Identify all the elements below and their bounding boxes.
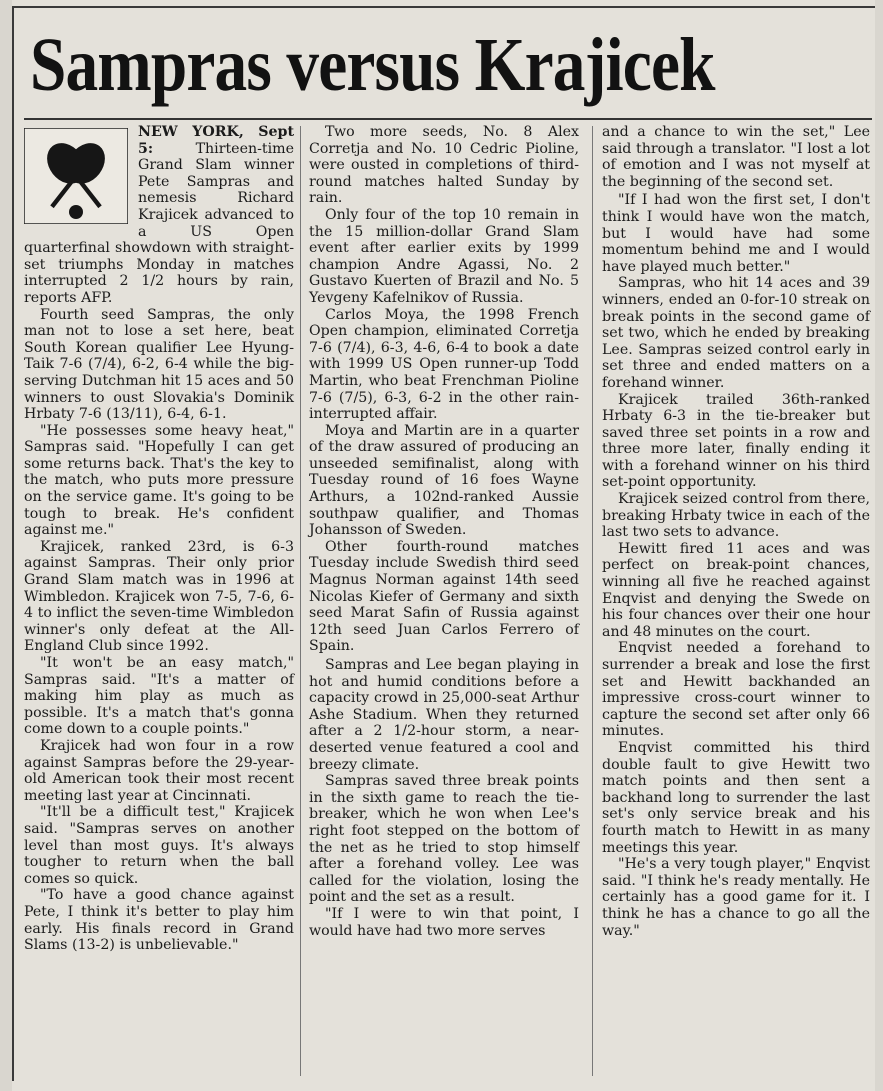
paragraph: Sampras and Lee began playing in hot and humid conditions before a capacity crowd in 25,000-seat Arthur Ashe Stadium. When they returned after a 2 1/2-hour storm, a near-deserted venue featured a cool and breezy climate. — [309, 657, 579, 773]
paragraph: Enqvist needed a forehand to surrender a break and lose the first set and Hewitt backhanded an impressive cross-court winner to capture the second set after only 66 minutes. — [602, 640, 870, 740]
paragraph: "It'll be a difficult test," Krajicek said. "Sampras serves on another level than most guys. It's always tougher to return when the ball comes so quick. — [24, 804, 294, 887]
paragraph: Carlos Moya, the 1998 French Open champion, eliminated Corretja 7-6 (7/4), 6-3, 4-6, 6-4 to book a date with 1999 US Open runner-up Todd Martin, who beat Frenchman Pioline 7-6 (7/5), 6-3, 6-2 in the other rain-interrupted affair. — [309, 306, 579, 423]
paragraph: and a chance to win the set," Lee said through a translator. "I lost a lot of emotion and I was not myself at the beginning of the second set. — [602, 124, 870, 190]
paragraph: Two more seeds, No. 8 Alex Corretja and No. 10 Cedric Pioline, were ousted in completions of third-round matches halted Sunday by rain. — [309, 124, 579, 207]
headline: Sampras versus Krajicek — [30, 23, 715, 107]
paragraph: Thirteen-time Grand Slam winner Pete Sampras and nemesis Richard Krajicek advanced to a US Open quarterfinal showdown with straight-set triumphs Monday in matches interrupted 2 1/2 hours by rain, reports AFP. — [24, 140, 294, 306]
headline-rule — [24, 118, 872, 120]
paragraph: Fourth seed Sampras, the only man not to lose a set here, beat South Korean qualifier Lee Hyung-Taik 7-6 (7/4), 6-2, 6-4 while the big-serving Dutchman hit 15 aces and 50 winners to oust Slovakia's Dominik Hrbaty 7-6 (13/11), 6-4, 6-1. — [24, 306, 294, 423]
paragraph: Moya and Martin are in a quarter of the draw assured of producing an unseeded semifinalist, along with Tuesday round of 16 foes Wayne Arthurs, a 102nd-ranked Aussie southpaw qualifier, and Thomas Johansson of Sweden. — [309, 422, 579, 539]
paragraph: Krajicek had won four in a row against Sampras before the 29-year-old American took their most recent meeting last year at Cincinnati. — [24, 737, 294, 804]
top-border-rule — [12, 6, 875, 8]
paragraph: Krajicek, ranked 23rd, is 6-3 against Sampras. Their only prior Grand Slam match was in 1996 at Wimbledon. Krajicek won 7-5, 7-6, 6-4 to inflict the seven-time Wimbledon winner's only defeat at the All-England Club since 1992. — [24, 538, 294, 655]
paragraph: Enqvist committed his third double fault to give Hewitt two match points and then sent a backhand long to surrender the last set's only service break and his fourth match to Hewitt in as many meetings this year. — [602, 739, 870, 856]
column-separator — [592, 126, 593, 1076]
left-border-rule — [12, 6, 14, 1081]
paragraph: Krajicek seized control from there, breaking Hrbaty twice in each of the last two sets to advance. — [602, 491, 870, 541]
article-column-3 — [602, 124, 870, 939]
paragraph: Hewitt fired 11 aces and was perfect on break-point chances, winning all five he reached against Enqvist and denying the Swede on his four chances over their one hour and 48 minutes on the court. — [602, 540, 870, 640]
paragraph: "If I had won the first set, I don't think I would have won the match, but I would have had some momentum behind me and I would have played much better." — [602, 192, 870, 275]
paragraph: Krajicek trailed 36th-ranked Hrbaty 6-3 in the tie-breaker but saved three set points in a row and three more later, finally ending it with a forehand winner on his third set-point opportunity. — [602, 391, 870, 491]
article-column-2 — [309, 124, 579, 939]
column-separator — [300, 126, 301, 1076]
paragraph: Sampras, who hit 14 aces and 39 winners, ended an 0-for-10 streak on break points in the second game of set two, which he ended by breaking Lee. Sampras seized control early in set three and ended matters on a forehand winner. — [602, 275, 870, 391]
paragraph: Only four of the top 10 remain in the 15 million-dollar Grand Slam event after earlier exits by 1999 champion Andre Agassi, No. 2 Gustavo Kuerten of Brazil and No. 5 Yevgeny Kafelnikov of Russia. — [309, 206, 579, 306]
paragraph: "He possesses some heavy heat," Sampras said. "Hopefully I can get some returns back. That's the key to the match, who puts more pressure on the service game. It's going to be tough to break. He's confident against me." — [24, 422, 294, 539]
paragraph: "To have a good chance against Pete, I think it's better to play him early. His finals record in Grand Slams (13-2) is unbelievable." — [24, 887, 294, 954]
article-column-1 — [24, 124, 294, 954]
paragraph: "He's a very tough player," Enqvist said. "I think he's ready mentally. He certainly has a good game for it. I think he has a chance to go all the way." — [602, 856, 870, 939]
paragraph: Sampras saved three break points in the sixth game to reach the tie-breaker, which he won when Lee's right foot stepped on the bottom of the net as he tried to stop himself after a forehand volley. Lee was called for the violation, losing the point and the set as a result. — [309, 773, 579, 906]
dateline: NEW YORK, Sept 5: — [138, 124, 294, 157]
paragraph: Other fourth-round matches Tuesday include Swedish third seed Magnus Norman against 14th seed Nicolas Kiefer of Germany and sixth seed Marat Safin of Russia against 12th seed Juan Carlos Ferrero of Spain. — [309, 538, 579, 655]
crossed-tennis-rackets-icon — [24, 128, 128, 224]
paragraph: "If I were to win that point, I would have had two more serves — [309, 905, 579, 939]
paragraph: "It won't be an easy match," Sampras said. "It's a matter of making him play as much as possible. It's a match that's gonna come down to a couple points." — [24, 655, 294, 738]
